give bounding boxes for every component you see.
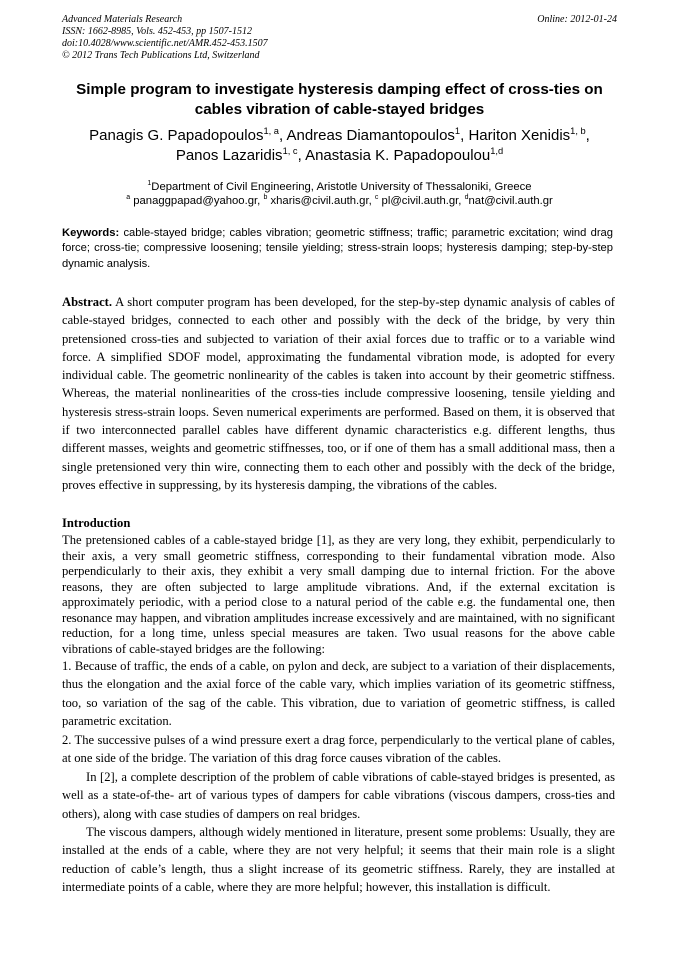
affiliation-block xyxy=(62,180,617,208)
keywords-label: Keywords: xyxy=(62,227,120,239)
abstract-label: Abstract. xyxy=(62,295,113,309)
body-paragraph: The pretensioned cables of a cable-stayed bridge [1], as they are very long, they exhibit, perpendicularly to their axis, a very small geometric stiffness, corresponding to their fundamental vibration mode. Also perpendicularly to their axis, they exhibit a very small damping due to internal friction. For the above reasons, they are often subjected to large amplitude vibrations. And, if the external excitation is approximately periodic, with a period close to a natural period of the cable e.g. the fundamental one, then resonance may happen, and vibration amplitudes increase excessively and are maintained, with no significant reduction, for a long time, unless special measures are taken. Two usual reasons for the above cable vibrations of cable-stayed bridges are the following: xyxy=(62,533,615,656)
email-marker: c xyxy=(374,194,379,202)
email-address: panaggpapad@yahoo.gr, xyxy=(133,195,264,207)
author-name: Anastasia K. Papadopoulou xyxy=(305,147,491,164)
online-date: Online: 2012-01-24 xyxy=(537,14,617,25)
author-affil-marker: 1,d xyxy=(490,146,504,156)
body-paragraph: 2. The successive pulses of a wind pressure exert a drag force, perpendicularly to the vertical plane of cables, at one side of the bridge. The variation of this drag force causes vibration of the cables. xyxy=(62,733,615,766)
journal-name: Advanced Materials Research xyxy=(62,14,183,25)
email-marker: d xyxy=(464,194,469,202)
author-affil-marker: 1, c xyxy=(282,146,298,156)
section-heading-introduction: Introduction xyxy=(62,516,131,530)
issn-line: ISSN: 1662-8985, Vols. 452-453, pp 1507-1512 xyxy=(62,26,252,37)
author-separator: , xyxy=(278,127,287,144)
author-name: Panos Lazaridis xyxy=(175,147,283,164)
author-name: Panagis G. Papadopoulos xyxy=(89,127,264,144)
author-name: Andreas Diamantopoulos xyxy=(286,127,455,144)
author-separator: , xyxy=(297,147,306,164)
author-list xyxy=(62,126,617,166)
body-paragraph: In [2], a complete description of the problem of cable vibrations of cable-stayed bridges is presented, as well as a state-of-the- art of various types of dampers for cable vibrations (viscous dampers, cross-ties and others), along with case studies of dampers on real bridges. xyxy=(62,770,615,821)
email-marker: b xyxy=(263,194,268,202)
page-header xyxy=(62,14,617,62)
keywords-block xyxy=(62,226,613,272)
abstract-text: A short computer program has been developed, for the step-by-step dynamic analysis of cables of cable-stayed bridges, connected to each other and possibly with the deck of the bridge, by very thin pretensioned cross-ties and subjected to variation of their axial forces due to traffic or to a variable wind force. A simplified SDOF model, approximating the fundamental vibration mode, is adopted for every individual cable. The geometric nonlinearity of the cables is taken into account by their geometric stiffness. Whereas, the material nonlinearities of the cross-ties include compressive loosening, tensile yielding and hysteresis stress-strain loops. Seven numerical experiments are performed. Based on them, it is observed that if two interconnected parallel cables have different dynamic characteristics e.g. different lengths, thus different masses, weights and geometric stiffnesses, too, or if one of them has a small additional mass, then a single pretensioned very thin wire, connecting them to each other and possibly with the deck of the bridge, proves effective in suppressing, by its hysteresis damping, the vibrations of the cables. xyxy=(62,295,615,492)
doi-line: doi:10.4028/www.scientific.net/AMR.452-453.1507 xyxy=(62,38,268,49)
affiliation-line xyxy=(62,180,617,194)
paper-title: Simple program to investigate hysteresis damping effect of cross-ties on cables vibration of cable-stayed bridges xyxy=(76,81,603,118)
email-line xyxy=(62,194,617,208)
email-marker: a xyxy=(126,194,131,202)
body-paragraph: 1. Because of traffic, the ends of a cable, on pylon and deck, are subject to a variation of their displacements, thus the elongation and the axial force of the cable vary, which implies variation of its geometric stiffness, too, so variation of the sag of the cable. This vibration, due to variation of geometric stiffness, is called parametric excitation. xyxy=(62,659,615,729)
author-affil-marker: 1 xyxy=(454,126,461,136)
email-address: nat@civil.auth.gr xyxy=(468,195,553,207)
email-address: pl@civil.auth.gr, xyxy=(381,195,465,207)
author-affil-marker: 1, b xyxy=(570,126,586,136)
keywords-text: cable-stayed bridge; cables vibration; geometric stiffness; traffic; parametric excitation; wind drag force; cross-tie; compressive loosening; tensile yielding; stress-strain loops; hysteresis damping; step-by-step dynamic analysis. xyxy=(62,227,613,270)
email-address: xharis@civil.auth.gr, xyxy=(270,195,375,207)
author-affil-marker: 1, a xyxy=(263,126,279,136)
body-paragraph: The viscous dampers, although widely mentioned in literature, present some problems: Usually, they are installed at the ends of a cable, where they are not very helpful; it seems that their main role is a slight reduction of cable’s length, thus a slight increase of its geometric stiffness. Rarely, they are installed at intermediate points of a cable, where they are more helpful; however, this installation is difficult. xyxy=(62,825,615,895)
author-separator: , xyxy=(460,127,469,144)
abstract-block xyxy=(62,293,615,494)
author-separator: , xyxy=(585,127,590,144)
copyright-line: © 2012 Trans Tech Publications Ltd, Switzerland xyxy=(62,50,260,61)
affiliation-marker: 1 xyxy=(147,180,152,188)
affiliation-text: Department of Civil Engineering, Aristotle University of Thessaloniki, Greece xyxy=(151,181,532,193)
author-name: Hariton Xenidis xyxy=(468,127,571,144)
